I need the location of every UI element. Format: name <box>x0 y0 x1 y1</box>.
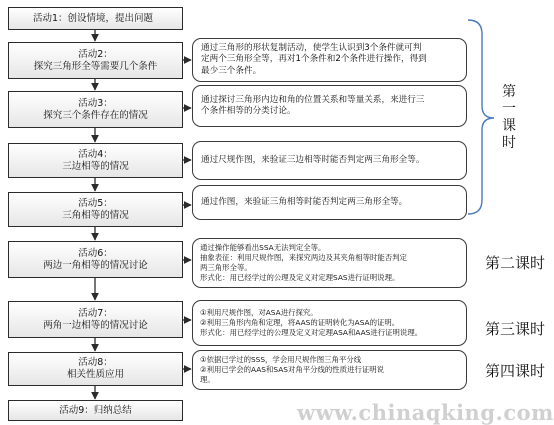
activity-7-title: 活动7： <box>78 307 113 319</box>
activity-4-label: 三边相等的情况 <box>62 160 129 172</box>
activity-6-label: 两边一角相等的情况讨论 <box>43 259 148 271</box>
session-1-char: 第 <box>502 84 516 100</box>
session-1-char: 时 <box>502 135 516 151</box>
description-line: 抽象表征：利用尺规作图，来探究两边及其夹角相等时能否判定 <box>200 253 407 263</box>
description-line: 理。 <box>200 374 215 384</box>
session-4-label: 第四课时 <box>484 362 545 380</box>
activity-5-label: 三角相等的情况 <box>62 209 129 221</box>
activity-8-label: 相关性质应用 <box>66 369 124 380</box>
watermark: www.chinaqking.com <box>297 400 554 425</box>
activity-4-title: 活动4： <box>78 148 113 160</box>
activity-2-label: 探究三角形全等需要几个条件 <box>33 60 158 72</box>
session-brace <box>468 20 494 214</box>
activity-3-label: 探究三个条件存在的情况 <box>43 109 148 121</box>
description-line: 通过操作能够看出SSA无法判定全等。 <box>200 243 326 253</box>
description-line: 通过探讨三角形内边和角的位置关系和等量关系，来进行三 <box>201 94 425 105</box>
activity-6-title: 活动6： <box>78 247 113 259</box>
description-line: 通过尺规作图，来验证三边相等时能否判定两三角形全等。 <box>201 154 425 165</box>
session-1-char: 课 <box>502 118 516 134</box>
activity-1-label: 活动1：创设情境，提出问题 <box>33 12 154 24</box>
description-line: 通过三角形的形状复制活动，使学生认识到3个条件就可判 <box>201 42 422 53</box>
description-line: ①依据已学过的SSS，学会用尺规作图三角平分线 <box>200 355 362 365</box>
session-3-label: 第三课时 <box>484 320 545 338</box>
description-line: ①利用尺规作图，对ASA进行探究。 <box>200 308 318 318</box>
session-1-char: 一 <box>502 101 516 117</box>
activity-7-label: 两角一边相等的情况讨论 <box>43 319 148 331</box>
description-line: 个条件相等的分类讨论。 <box>201 106 296 116</box>
activity-8-title: 活动8： <box>78 357 113 368</box>
activity-9-label: 活动9：归纳总结 <box>59 404 132 416</box>
session-2-label: 第二课时 <box>484 254 545 272</box>
activity-2-title: 活动2： <box>78 48 113 60</box>
description-line: 最少三个条件。 <box>201 65 262 76</box>
activity-3-title: 活动3： <box>78 97 113 109</box>
description-line: 定两个三角形全等，再对1个条件和2个条件进行操作，得到 <box>201 54 427 65</box>
description-line: 形式化：用已经学过的公理及定义对定理SAS进行证明说理。 <box>200 272 400 282</box>
description-line: 两三角形全等。 <box>200 263 252 272</box>
description-line: ②利用已学会的AAS和SAS对角平分线的性质进行证明说 <box>200 365 385 375</box>
description-line: 通过作图，来验证三角相等时能否判定两三角形全等。 <box>201 196 408 207</box>
description-line: ②利用三角形内角和定理，将AAS的证明转化为ASA的证明。 <box>200 318 400 328</box>
description-line: 形式化：用已经学过的公理及定义对定理ASA和AAS进行证明说理。 <box>200 327 423 337</box>
session-1-label <box>500 84 518 152</box>
activity-5-title: 活动5： <box>78 197 113 209</box>
